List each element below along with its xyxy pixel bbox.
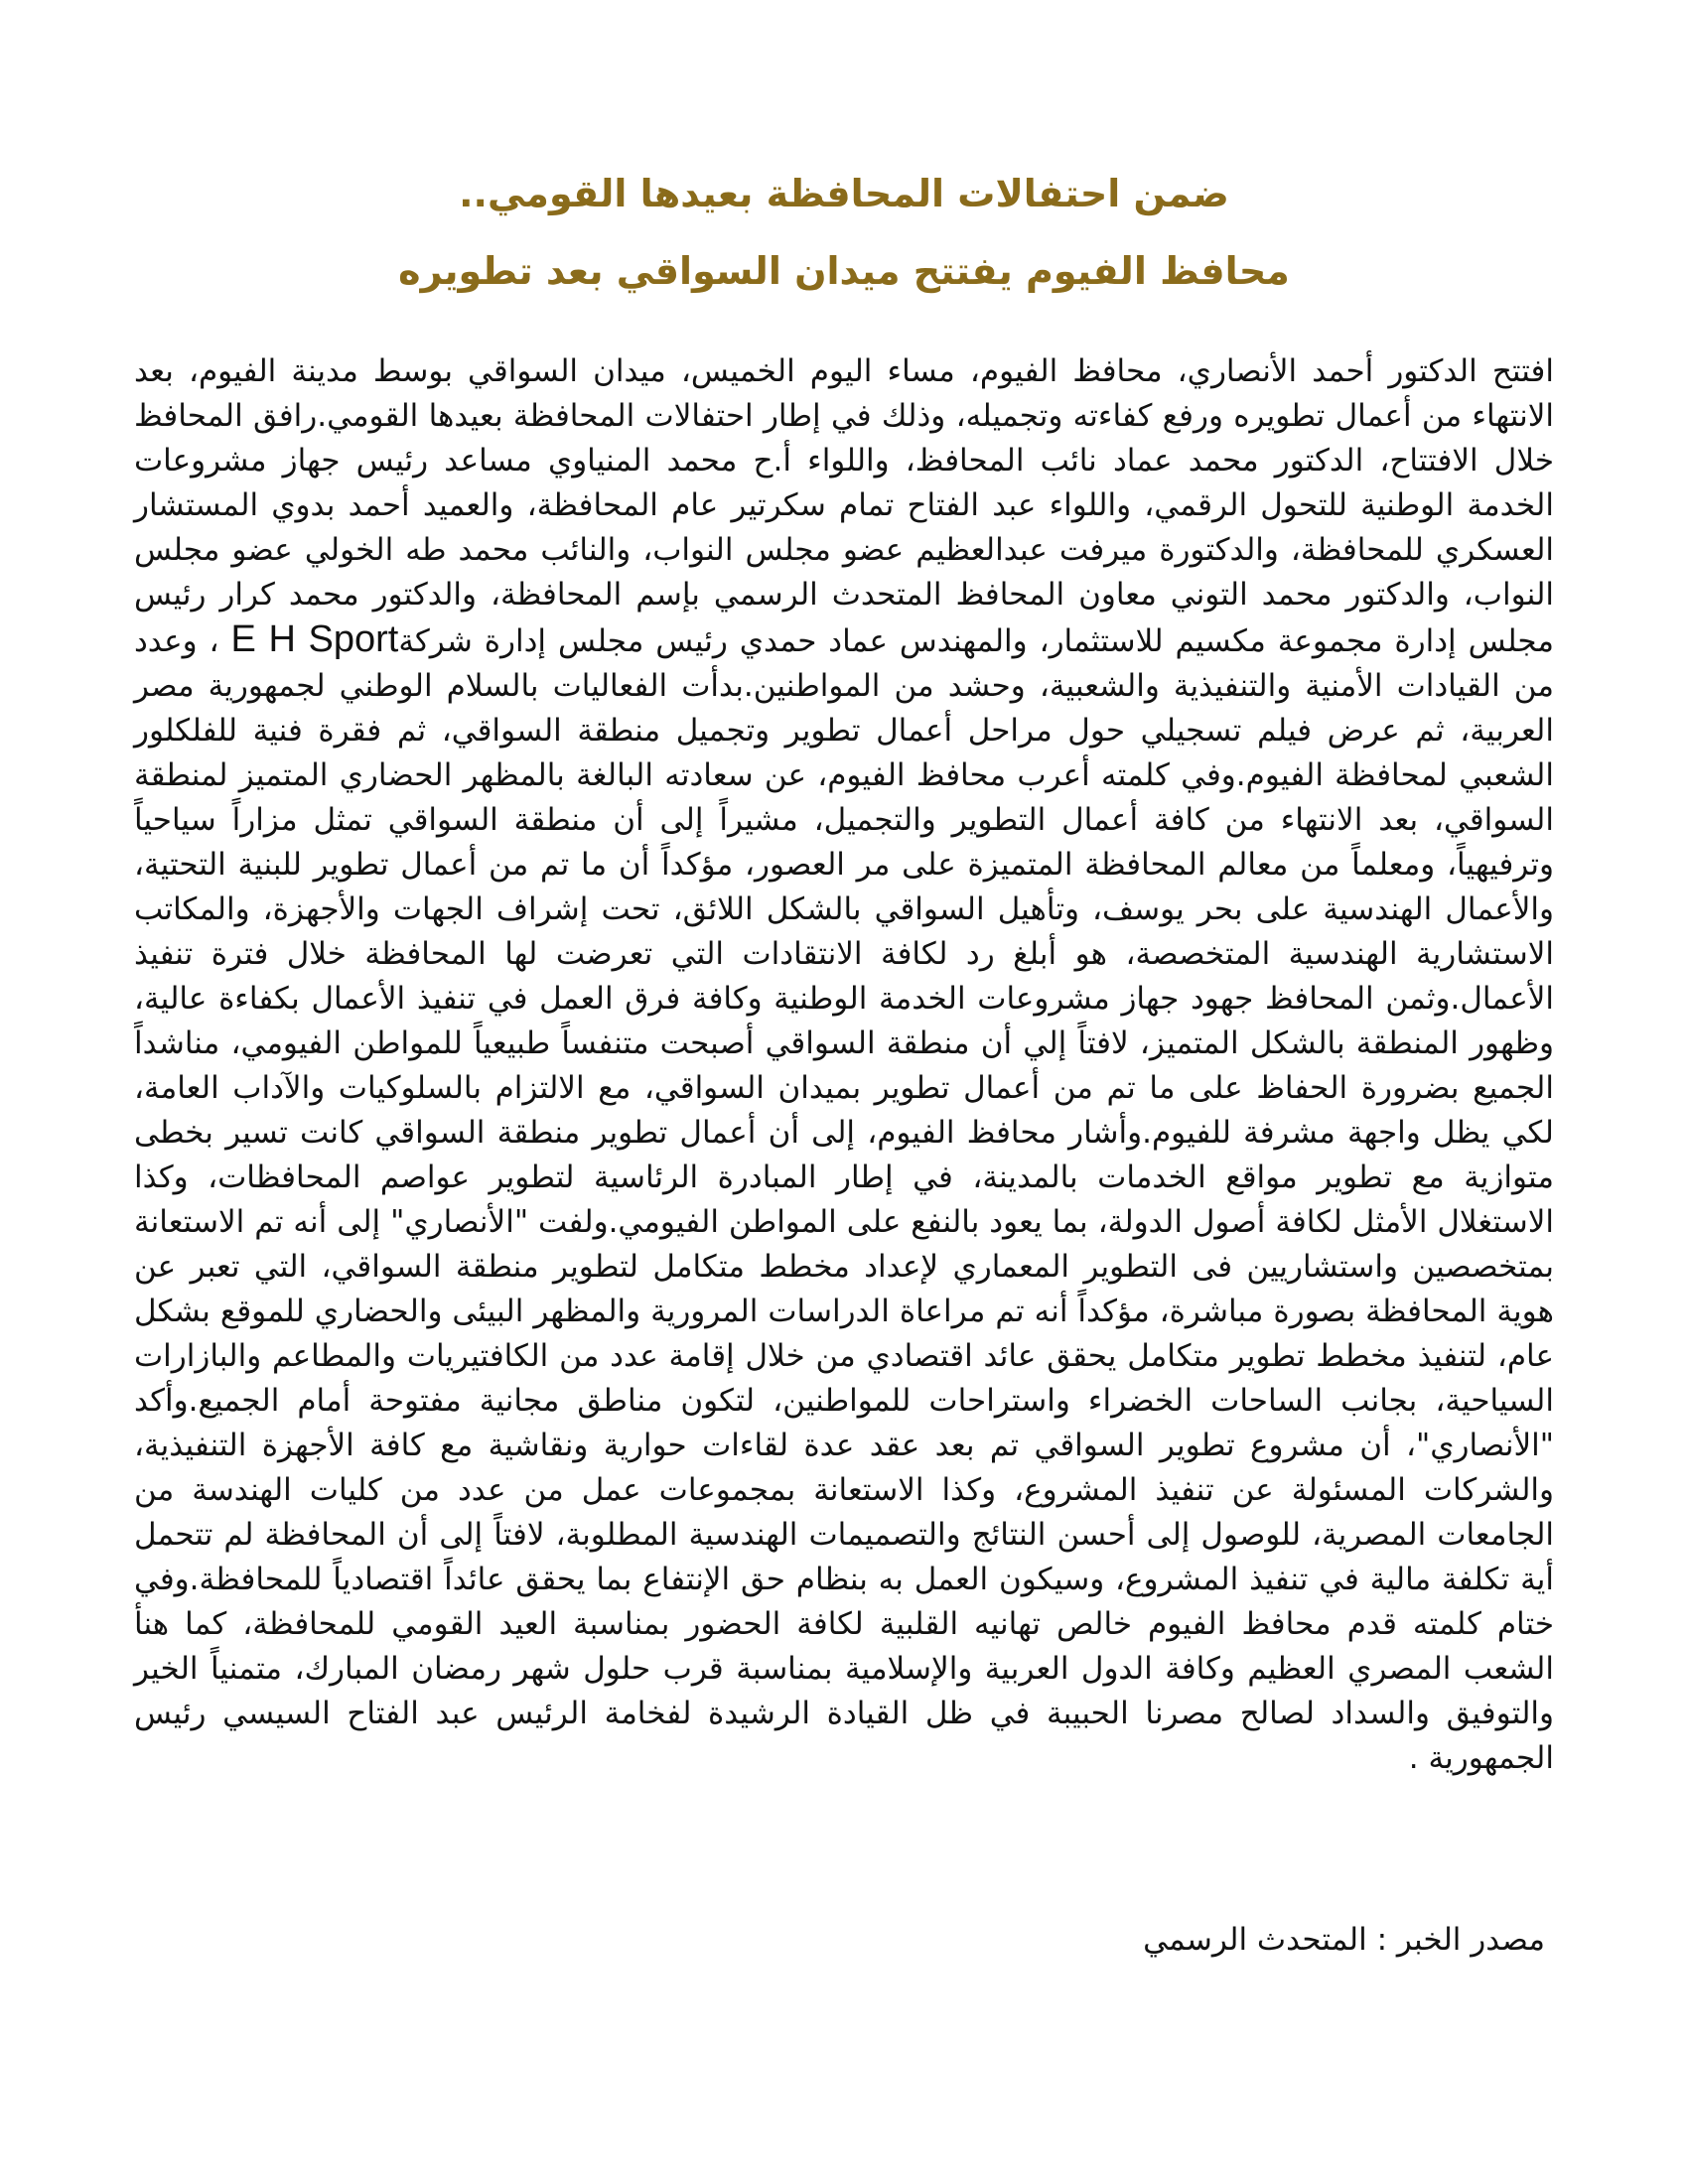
- article-text-segment: ، وعدد من القيادات الأمنية والتنفيذية والشعبية، وحشد من المواطنين.بدأت الفعاليات بالسلام الوطني لجمهورية مصر العربية، ثم عرض فيلم تسجيلي حول مراحل أعمال تطوير وتجميل منطقة السواقي، ثم فقرة فنية للفلكلور الشعبي لمحافظة الفيوم.وفي كلمته أعرب محافظ الفيوم، عن سعادته البالغة بالمظهر الحضاري المتميز لمنطقة السواقي، بعد الانتهاء من كافة أعمال التطوير والتجميل، مشيراً إلى أن منطقة السواقي تمثل مزاراً سياحياً وترفيهياً، ومعلماً من معالم المحافظة المتميزة على مر العصور، مؤكداً أن ما تم من أعمال تطوير للبنية التحتية، والأعمال الهندسية على بحر يوسف، وتأهيل السواقي بالشكل اللائق، تحت إشراف الجهات والأجهزة، والمكاتب الاستشارية الهندسية المتخصصة، هو أبلغ رد لكافة الانتقادات التي تعرضت لها المحافظة خلال فترة تنفيذ الأعمال.وثمن المحافظ جهود جهاز مشروعات الخدمة الوطنية وكافة فرق العمل في تنفيذ الأعمال بكفاءة عالية، وظهور المنطقة بالشكل المتميز، لافتاً إلي أن منطقة السواقي أصبحت متنفساً طبيعياً للمواطن الفيومي، مناشداً الجميع بضرورة الحفاظ على ما تم من أعمال تطوير بميدان السواقي، مع الالتزام بالسلوكيات والآداب العامة، لكي يظل واجهة مشرفة للفيوم.وأشار محافظ الفيوم، إلى أن أعمال تطوير منطقة السواقي كانت تسير بخطى متوازية مع تطوير مواقع الخدمات بالمدينة، في إطار المبادرة الرئاسية لتطوير عواصم المحافظات، وكذا الاستغلال الأمثل لكافة أصول الدولة، بما يعود بالنفع على المواطن الفيومي.ولفت "الأنصاري" إلى أنه تم الاستعانة بمتخصصين واستشاريين فى التطوير المعماري لإعداد مخطط متكامل لتطوير منطقة السواقي، التي تعبر عن هوية المحافظة بصورة مباشرة، مؤكداً أنه تم مراعاة الدراسات المرورية والمظهر البيئى والحضاري للموقع بشكل عام، لتنفيذ مخطط تطوير متكامل يحقق عائد اقتصادي من خلال إقامة عدد من الكافتيريات والمطاعم والبازارات السياحية، بجانب الساحات الخضراء واستراحات للمواطنين، لتكون مناطق مجانية مفتوحة أمام الجميع.وأكد "الأنصاري"، أن مشروع تطوير السواقي تم بعد عقد عدة لقاءات حوارية ونقاشية مع كافة الأجهزة التنفيذية، والشركات المسئولة عن تنفيذ المشروع، وكذا الاستعانة بمجموعات عمل من عدد من كليات الهندسة من الجامعات المصرية، للوصول إلى أحسن النتائج والتصميمات الهندسية المطلوبة، لافتاً إلى أن المحافظة لم تتحمل أية تكلفة مالية في تنفيذ المشروع، وسيكون العمل به بنظام حق الإنتفاع بما يحقق عائداً اقتصادياً للمحافظة.وفي ختام كلمته قدم محافظ الفيوم خالص تهانيه القلبية لكافة الحضور بمناسبة العيد القومي للمحافظة، كما هنأ الشعب المصري العظيم وكافة الدول العربية والإسلامية بمناسبة قرب حلول شهر رمضان المبارك، متمنياً الخير والتوفيق والسداد لصالح مصرنا الحبيبة في ظل القيادة الرشيدة لفخامة الرئيس عبد الفتاح السيسي رئيس الجمهورية .: [134, 623, 1554, 1776]
- headline-title: محافظ الفيوم يفتتح ميدان السواقي بعد تطويره: [398, 248, 1290, 293]
- news-source-line: مصدر الخبر : المتحدث الرسمي: [1143, 1922, 1545, 1958]
- company-name-latin: E H Sport: [230, 618, 399, 660]
- article-text-segment: افتتح الدكتور أحمد الأنصاري، محافظ الفيوم، مساء اليوم الخميس، ميدان السواقي بوسط مدينة الفيوم، بعد الانتهاء من أعمال تطويره ورفع كفاءته وتجميله، وذلك في إطار احتفالات المحافظة بعيدها القومي.رافق المحافظ خلال الافتتاح، الدكتور محمد عماد نائب المحافظ، واللواء أ.ح محمد المنياوي مساعد رئيس جهاز مشروعات الخدمة الوطنية للتحول الرقمي، واللواء عبد الفتاح تمام سكرتير عام المحافظة، والعميد أحمد بدوي المستشار العسكري للمحافظة، والدكتورة ميرفت عبدالعظيم عضو مجلس النواب، والنائب محمد طه الخولي عضو مجلس النواب، والدكتور محمد التوني معاون المحافظ المتحدث الرسمي بإسم المحافظة، والدكتور محمد كرار رئيس مجلس إدارة مجموعة مكسيم للاستثمار، والمهندس عماد حمدي رئيس مجلس إدارة شركة: [134, 353, 1554, 659]
- article-body: [134, 349, 1554, 1781]
- headline-kicker: ضمن احتفالات المحافظة بعيدها القومي..: [459, 172, 1229, 215]
